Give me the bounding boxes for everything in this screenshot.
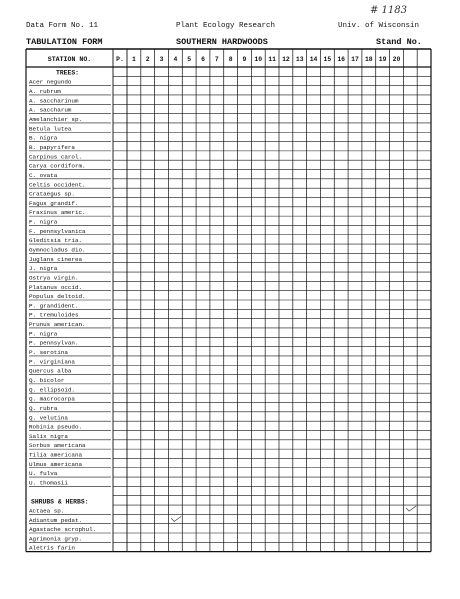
- station-no-header: STATION NO.: [47, 56, 92, 63]
- species-label: Gymnocladus dio.: [29, 246, 86, 254]
- species-label: Robinia pseudo.: [29, 423, 83, 431]
- station-column-header: 15: [323, 56, 332, 63]
- station-column-header: 20: [392, 56, 401, 63]
- station-column-header: 7: [214, 56, 219, 63]
- species-label: Agrimonia gryp.: [29, 535, 83, 543]
- species-label: Quercus alba: [29, 367, 72, 375]
- pencil-check-mark: [406, 506, 416, 511]
- species-label: Carya cordiform.: [29, 162, 86, 170]
- station-column-header: 18: [364, 56, 373, 63]
- forest-type: SOUTHERN HARDWOODS: [176, 37, 268, 47]
- station-column-header: 12: [282, 56, 290, 63]
- form-number: Data Form No. 11: [26, 22, 99, 30]
- species-label: Celtis occident.: [29, 181, 86, 189]
- station-column-header: 8: [228, 56, 233, 63]
- species-label: J. nigra: [29, 265, 58, 273]
- species-label: Amelanchier sp.: [29, 116, 83, 124]
- species-label: Sorbus americana: [29, 442, 86, 450]
- species-label: P. tremuloides: [29, 311, 79, 319]
- species-label: B. papyrifera: [29, 143, 75, 151]
- stand-label: Stand No.: [376, 37, 422, 47]
- station-column-header: 3: [159, 56, 164, 63]
- species-label: Q. velutina: [29, 414, 68, 422]
- species-label: B. nigra: [29, 134, 58, 142]
- species-label: P. nigra: [29, 330, 58, 338]
- species-label: Acer negundo: [29, 78, 72, 86]
- species-label: A. rubrum: [29, 88, 61, 96]
- species-label: Juglans cinerea: [29, 255, 83, 263]
- species-label: C. ovata: [29, 171, 58, 179]
- station-column-header: 2: [145, 56, 150, 63]
- species-label: Aletris farin: [29, 544, 75, 552]
- species-label: U. fulva: [29, 470, 58, 478]
- station-column-header: 5: [187, 56, 192, 63]
- species-label: Fraxinus americ.: [29, 209, 86, 217]
- species-label: A. saccharum: [29, 106, 72, 114]
- species-label: Carpinus carol.: [29, 153, 83, 161]
- pencil-check-mark: [171, 516, 181, 521]
- station-column-header: 6: [201, 56, 205, 63]
- species-label: Crataegus sp.: [29, 190, 75, 198]
- species-label: P. serotina: [29, 349, 68, 357]
- species-label: Q. ellipsoid.: [29, 386, 75, 394]
- species-label: Ostrya virgin.: [29, 274, 79, 282]
- form-title: TABULATION FORM: [26, 37, 103, 47]
- species-label: Gleditsia tria.: [29, 237, 83, 245]
- species-label: Tilia americana: [29, 451, 83, 459]
- trees-section-label: TREES:: [56, 69, 80, 77]
- station-column-header: 9: [242, 56, 247, 63]
- species-label: P. grandident.: [29, 302, 79, 310]
- species-label: Q. macrocarpa: [29, 395, 75, 403]
- species-label: Platanus occid.: [29, 283, 83, 291]
- species-label: Populus deltoid.: [29, 293, 86, 301]
- station-column-header: 14: [309, 56, 318, 63]
- species-label: P. virginiana: [29, 358, 75, 366]
- species-label: Adiantum pedat.: [29, 516, 83, 524]
- handwritten-number: # 1183: [370, 5, 408, 16]
- species-label: U. thomasii: [29, 479, 68, 487]
- species-label: Prunus american.: [29, 321, 86, 329]
- species-label: Ulmus americana: [29, 460, 83, 468]
- station-column-header: 4: [173, 56, 178, 63]
- station-column-header: 1: [131, 56, 136, 63]
- species-label: A. saccharinum: [29, 97, 79, 105]
- p-column-header: P.: [116, 56, 124, 63]
- shrubs-section-label: SHRUBS & HERBS:: [31, 498, 89, 506]
- station-column-header: 11: [268, 56, 276, 63]
- station-column-header: 10: [254, 56, 263, 63]
- organization: Plant Ecology Research: [176, 22, 276, 30]
- species-label: Agastache scrophul.: [29, 526, 97, 534]
- species-label: Fagus grandif.: [29, 199, 79, 207]
- station-column-header: 19: [378, 56, 387, 63]
- species-label: F. pennsylvanica: [29, 227, 86, 235]
- species-label: Actaea sp.: [29, 507, 65, 515]
- species-label: Q. bicolor: [29, 376, 65, 384]
- station-column-header: 13: [295, 56, 304, 63]
- species-label: Q. rubra: [29, 404, 58, 412]
- species-label: P. pennsylvan.: [29, 339, 79, 347]
- species-label: Salix nigra: [29, 432, 68, 440]
- station-column-header: 16: [337, 56, 346, 63]
- station-column-header: 17: [351, 56, 359, 63]
- species-label: Betula lutea: [29, 125, 72, 133]
- university: Univ. of Wisconsin: [338, 22, 420, 30]
- species-label: F. nigra: [29, 218, 58, 226]
